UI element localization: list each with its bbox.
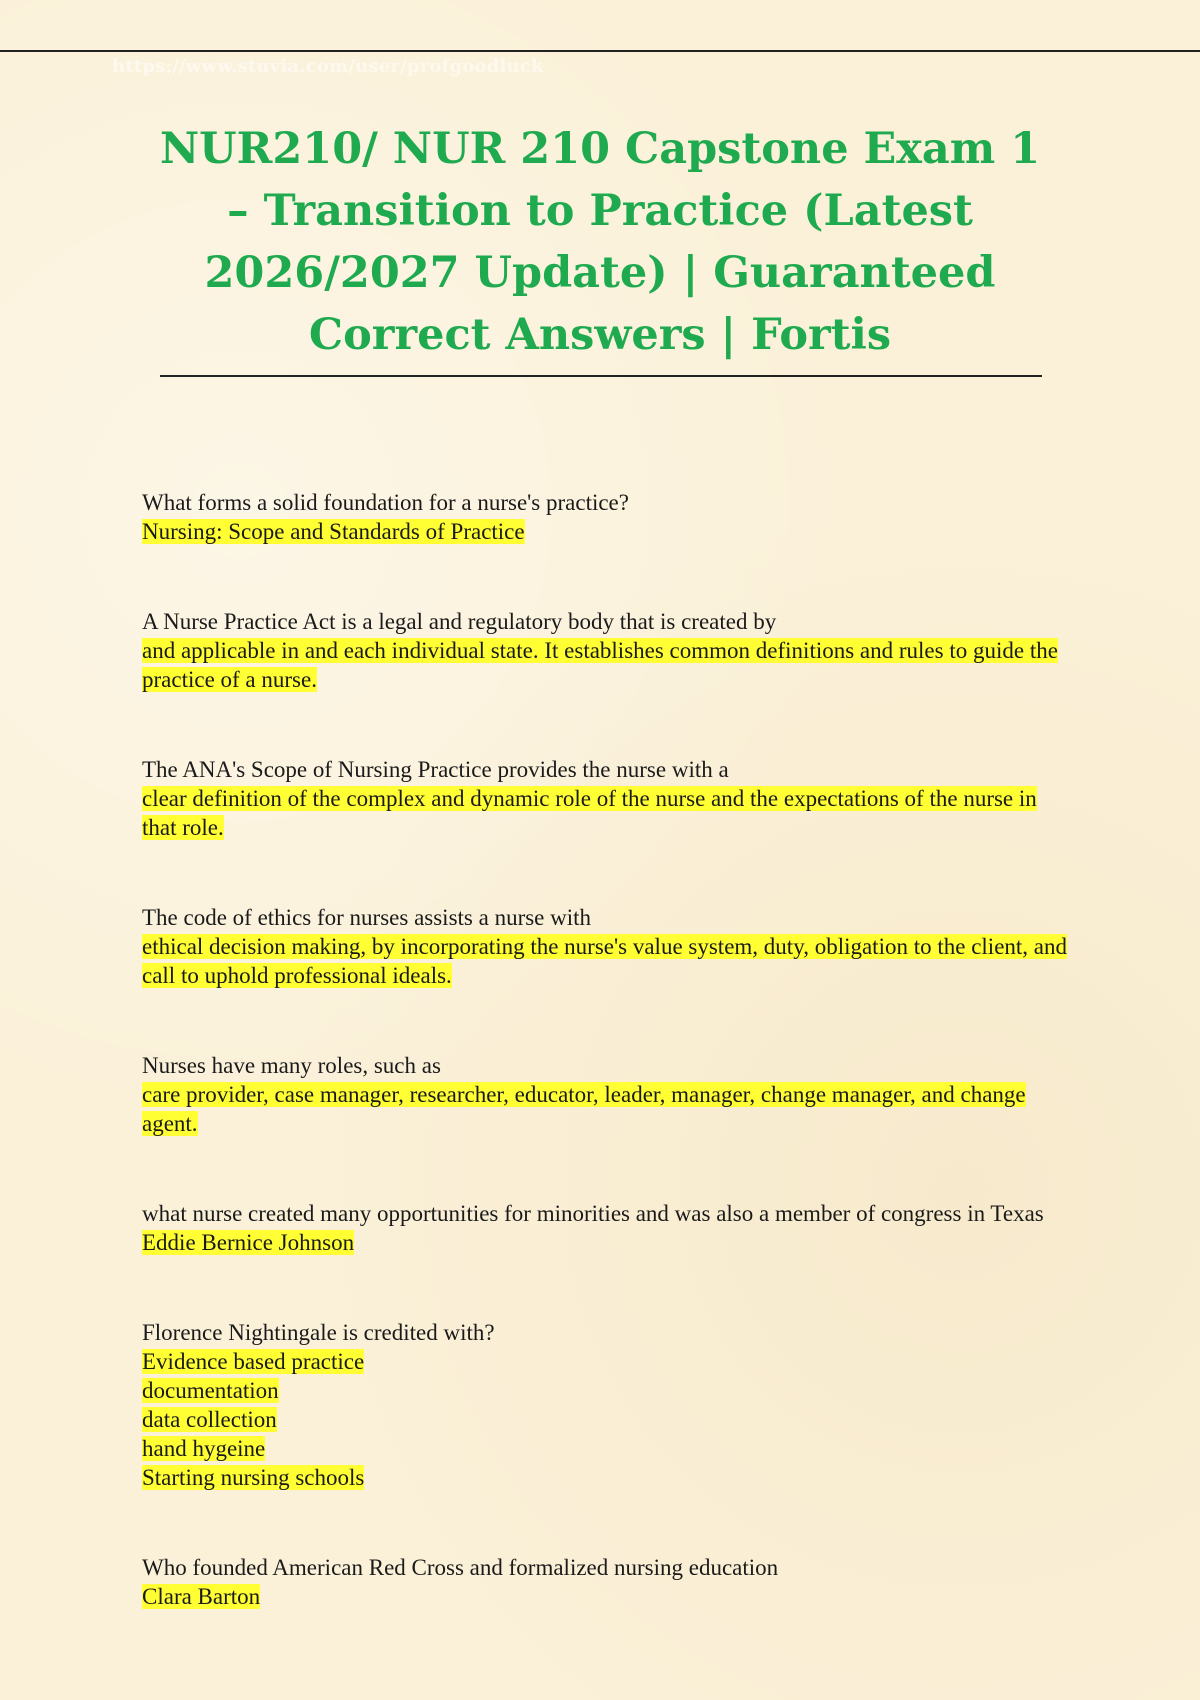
answer-highlight: hand hygeine bbox=[142, 1436, 266, 1461]
qa-list bbox=[142, 488, 1072, 1611]
answer-text bbox=[142, 1080, 1072, 1138]
answer-text bbox=[142, 784, 1072, 842]
answer-highlight: Starting nursing schools bbox=[142, 1465, 365, 1490]
header-rule bbox=[0, 50, 1200, 52]
title-underline bbox=[160, 375, 1042, 377]
question-text: The ANA's Scope of Nursing Practice provides the nurse with a bbox=[142, 757, 729, 782]
answer-highlight: Eddie Bernice Johnson bbox=[142, 1230, 355, 1255]
answer-text bbox=[142, 1228, 1072, 1257]
question-text: What forms a solid foundation for a nurse's practice? bbox=[142, 490, 629, 515]
answer-highlight: Evidence based practice bbox=[142, 1349, 365, 1374]
question-text: Florence Nightingale is credited with? bbox=[142, 1320, 495, 1345]
qa-item bbox=[142, 903, 1072, 990]
answer-text bbox=[142, 1347, 1072, 1492]
answer-highlight: ethical decision making, by incorporating the nurse's value system, duty, obligation to the client, and call to uphold professional ideals. bbox=[142, 934, 1067, 988]
answer-highlight: and applicable in and each individual state. It establishes common definitions and rules to guide the practice of a nurse. bbox=[142, 638, 1058, 692]
answer-text bbox=[142, 636, 1072, 694]
qa-item bbox=[142, 607, 1072, 694]
answer-highlight: Nursing: Scope and Standards of Practice bbox=[142, 519, 525, 544]
question-text: Nurses have many roles, such as bbox=[142, 1053, 441, 1078]
qa-item bbox=[142, 1199, 1072, 1257]
answer-text bbox=[142, 517, 1072, 546]
answer-highlight: care provider, case manager, researcher, educator, leader, manager, change manager, and change agent. bbox=[142, 1082, 1026, 1136]
question-text: Who founded American Red Cross and formalized nursing education bbox=[142, 1555, 779, 1580]
answer-text bbox=[142, 1582, 1072, 1611]
qa-item bbox=[142, 1318, 1072, 1492]
answer-text bbox=[142, 932, 1072, 990]
qa-item bbox=[142, 488, 1072, 546]
question-text: what nurse created many opportunities for minorities and was also a member of congress in Texas bbox=[142, 1201, 1044, 1226]
answer-highlight: clear definition of the complex and dynamic role of the nurse and the expectations of the nurse in that role. bbox=[142, 786, 1037, 840]
document-title: NUR210/ NUR 210 Capstone Exam 1 – Transition to Practice (Latest 2026/2027 Update) | Guaranteed Correct Answers | Fortis bbox=[159, 124, 1041, 360]
answer-highlight: documentation bbox=[142, 1378, 279, 1403]
question-text: The code of ethics for nurses assists a nurse with bbox=[142, 905, 592, 930]
question-text: A Nurse Practice Act is a legal and regulatory body that is created by bbox=[142, 609, 777, 634]
qa-item bbox=[142, 1553, 1072, 1611]
answer-highlight: Clara Barton bbox=[142, 1584, 261, 1609]
answer-highlight: data collection bbox=[142, 1407, 277, 1432]
qa-item bbox=[142, 1051, 1072, 1138]
qa-item bbox=[142, 755, 1072, 842]
watermark-url: https://www.stuvia.com/user/profgoodluck bbox=[112, 56, 544, 77]
